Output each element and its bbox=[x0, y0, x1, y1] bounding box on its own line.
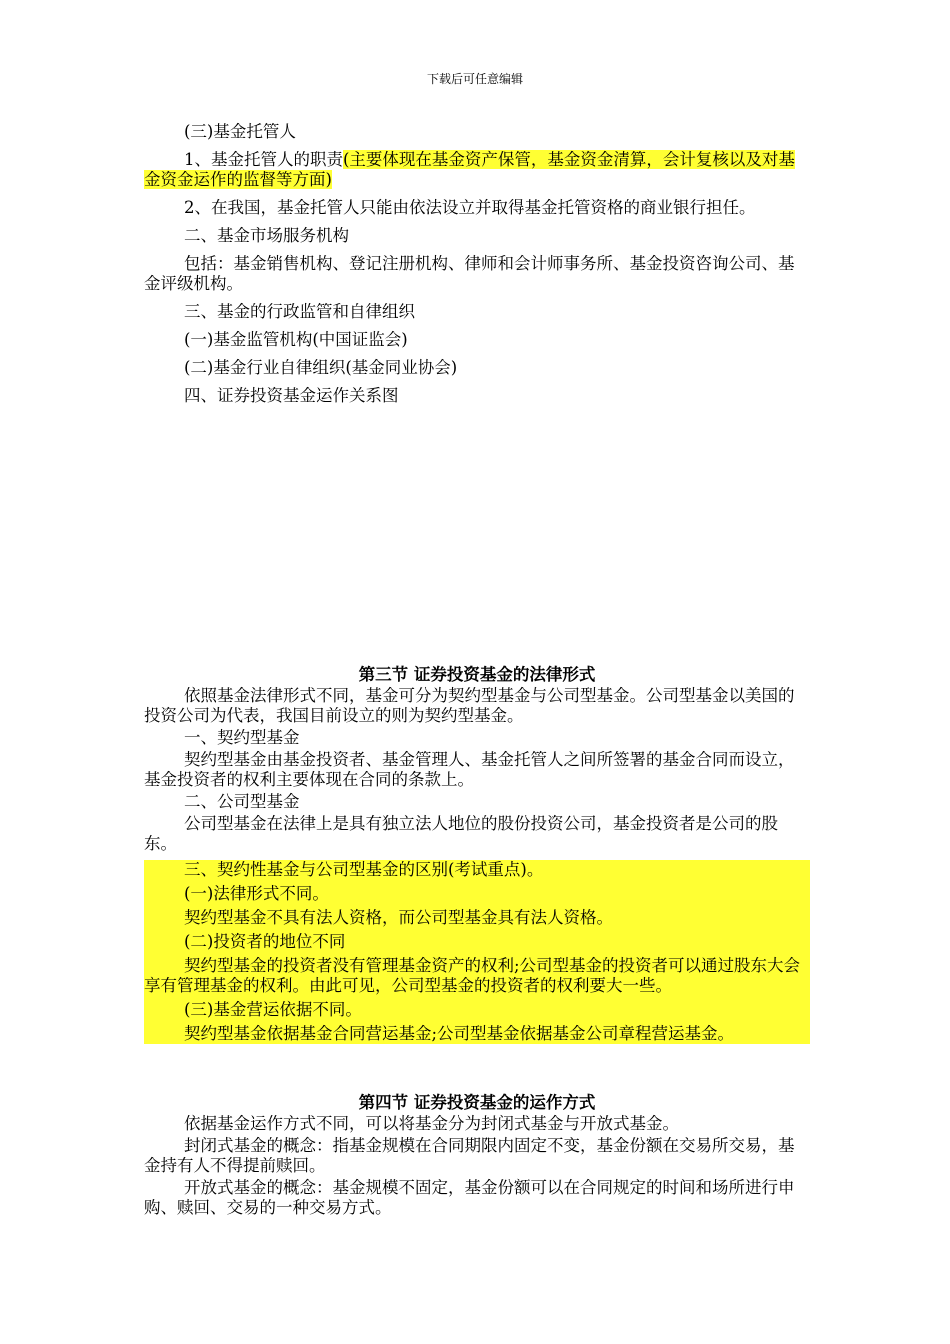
paragraph: 封闭式基金的概念：指基金规模在合同期限内固定不变，基金份额在交易所交易，基金持有人不得提前赎回。 bbox=[144, 1136, 795, 1175]
paragraph: (一)基金监管机构(中国证监会) bbox=[184, 330, 408, 349]
part1-block bbox=[144, 122, 810, 406]
paragraph: 依照基金法律形式不同，基金可分为契约型基金与公司型基金。公司型基金以美国的投资公司为代表，我国目前设立的则为契约型基金。 bbox=[144, 686, 795, 725]
custodian-duty-label: 1、基金托管人的职责 bbox=[184, 150, 343, 169]
paragraph: 二、基金市场服务机构 bbox=[184, 226, 349, 245]
paragraph: (三)基金托管人 bbox=[184, 122, 296, 141]
section4-block bbox=[144, 1092, 810, 1218]
section3-block bbox=[144, 664, 810, 1044]
paragraph: 契约型基金由基金投资者、基金管理人、基金托管人之间所签署的基金合同而设立，基金投资者的权利主要体现在合同的条款上。 bbox=[144, 750, 795, 789]
section-title: 第三节 证券投资基金的法律形式 bbox=[358, 665, 596, 684]
paragraph: 公司型基金在法律上是具有独立法人地位的股份投资公司，基金投资者是公司的股东。 bbox=[144, 814, 778, 853]
page-header: 下载后可任意编辑 bbox=[426, 72, 523, 86]
section-title: 第四节 证券投资基金的运作方式 bbox=[358, 1093, 596, 1112]
highlighted-block bbox=[144, 860, 810, 1044]
highlighted-paragraph: (一)法律形式不同。 bbox=[184, 884, 329, 903]
highlighted-paragraph: 契约型基金的投资者没有管理基金资产的权利;公司型基金的投资者可以通过股东大会享有管理基金的权利。由此可见，公司型基金的投资者的权利要大一些。 bbox=[144, 956, 801, 995]
highlighted-paragraph: (三)基金营运依据不同。 bbox=[184, 1000, 362, 1019]
paragraph: 三、基金的行政监管和自律组织 bbox=[184, 302, 415, 321]
paragraph: 开放式基金的概念：基金规模不固定，基金份额可以在合同规定的时间和场所进行申购、赎回、交易的一种交易方式。 bbox=[144, 1178, 795, 1217]
highlighted-paragraph: 契约型基金不具有法人资格，而公司型基金具有法人资格。 bbox=[184, 908, 613, 927]
highlighted-paragraph: 契约型基金依据基金合同营运基金;公司型基金依据基金公司章程营运基金。 bbox=[184, 1024, 735, 1043]
highlighted-paragraph: 三、契约性基金与公司型基金的区别(考试重点)。 bbox=[184, 860, 544, 879]
paragraph: 2、在我国，基金托管人只能由依法设立并取得基金托管资格的商业银行担任。 bbox=[184, 198, 756, 217]
paragraph bbox=[144, 150, 810, 190]
highlighted-paragraph: (二)投资者的地位不同 bbox=[184, 932, 346, 951]
paragraph: 一、契约型基金 bbox=[184, 728, 300, 747]
highlighted-text: (主要体现在基金资产保管，基金资金清算，会计复核以及对基金资金运作的监督等方面) bbox=[144, 150, 795, 189]
paragraph: 依据基金运作方式不同，可以将基金分为封闭式基金与开放式基金。 bbox=[184, 1114, 679, 1133]
paragraph: 包括：基金销售机构、登记注册机构、律师和会计师事务所、基金投资咨询公司、基金评级机构。 bbox=[144, 254, 795, 293]
paragraph: 四、证券投资基金运作关系图 bbox=[184, 386, 399, 405]
paragraph: (二)基金行业自律组织(基金同业协会) bbox=[184, 358, 458, 377]
paragraph: 二、公司型基金 bbox=[184, 792, 300, 811]
